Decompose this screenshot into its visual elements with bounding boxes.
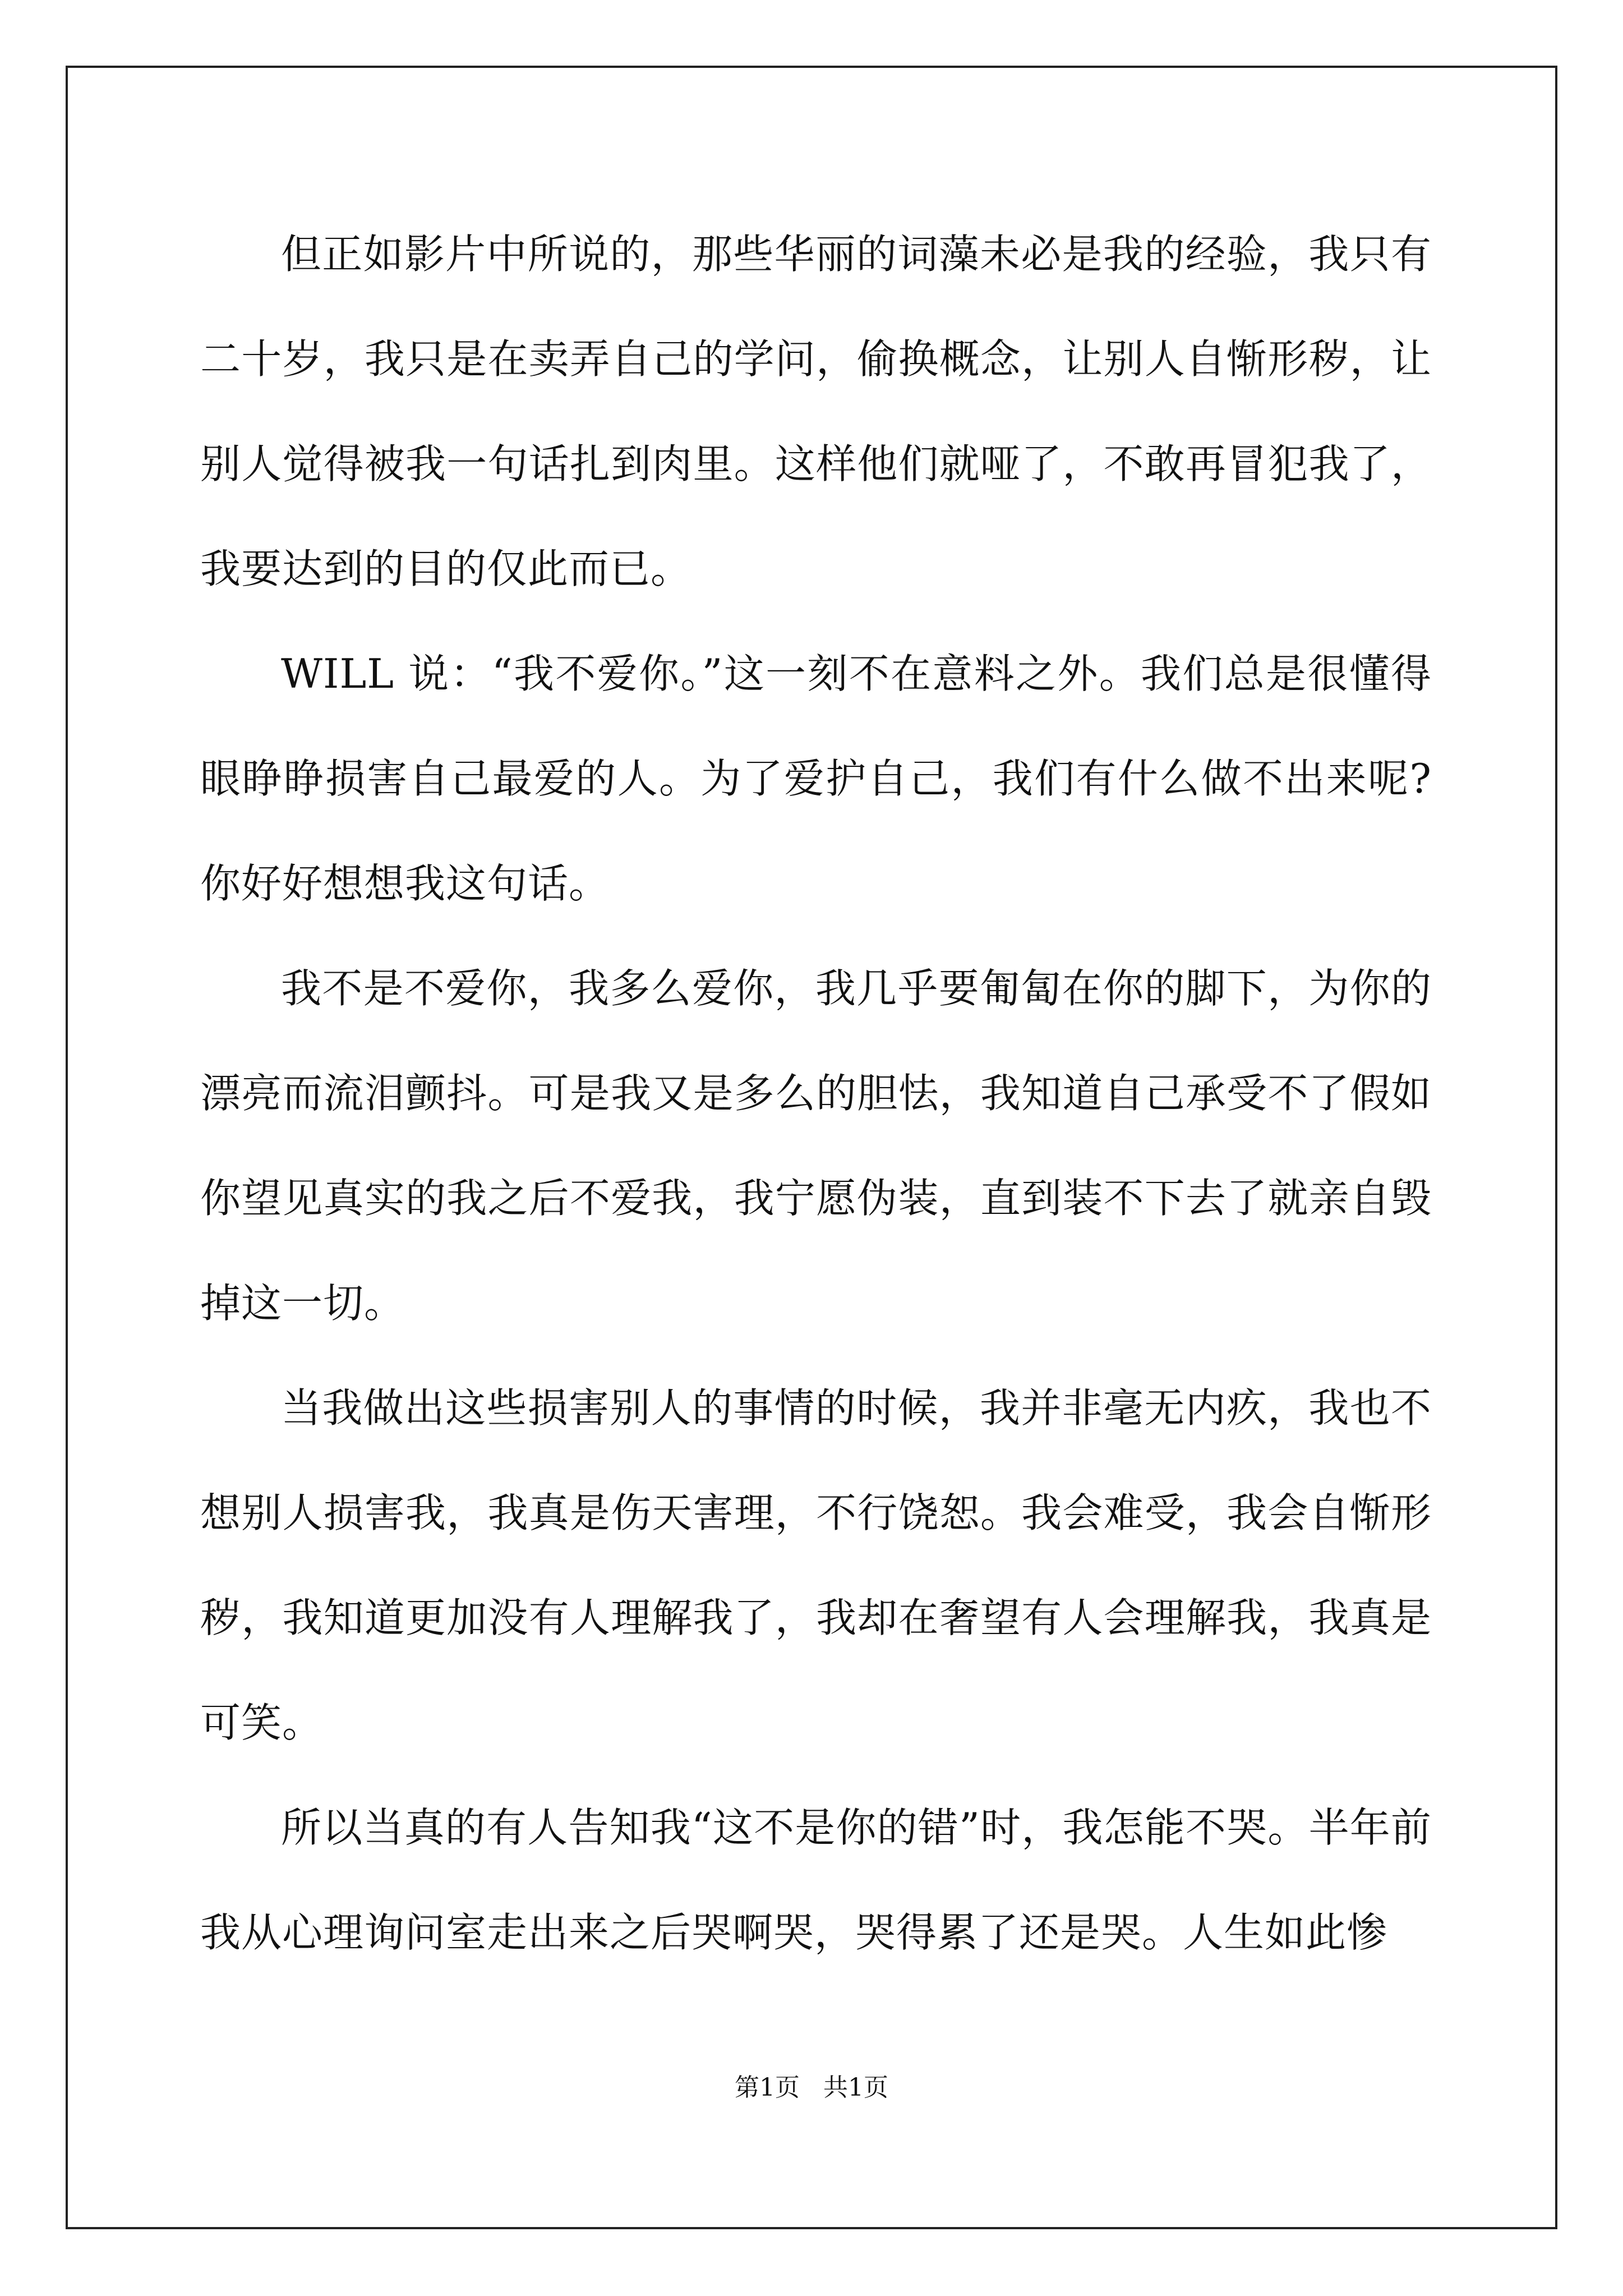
page-footer: 第1页 共1页 — [735, 2073, 888, 2102]
paragraph-1: 但正如影片中所说的，那些华丽的词藻未必是我的经验，我只有二十岁，我只是在卖弄自己的学问，偷换概念，让别人自惭形秽，让别人觉得被我一句话扎到肉里。这样他们就哑了，不敢再冒犯我了，我要达到的目的仅此而已。 — [200, 231, 1432, 592]
document-body — [200, 202, 1432, 1985]
paragraph-3: 我不是不爱你，我多么爱你，我几乎要匍匐在你的脚下，为你的漂亮而流泪颤抖。可是我又是多么的胆怯，我知道自己承受不了假如你望见真实的我之后不爱我，我宁愿伪装，直到装不下去了就亲自毁掉这一切。 — [200, 965, 1432, 1327]
paragraph-5: 所以当真的有人告知我“这不是你的错”时，我怎能不哭。半年前我从心理询问室走出来之后哭啊哭，哭得累了还是哭。人生如此惨 — [200, 1804, 1432, 1956]
paragraph-4: 当我做出这些损害别人的事情的时候，我并非毫无内疚，我也不想别人损害我，我真是伤天害理，不行饶恕。我会难受，我会自惭形秽，我知道更加没有人理解我了，我却在奢望有人会理解我，我真是可笑。 — [200, 1384, 1432, 1746]
paragraph-2: WILL 说：“我不爱你。”这一刻不在意料之外。我们总是很懂得眼睁睁损害自己最爱的人。为了爱护自己，我们有什么做不出来呢?你好好想想我这句话。 — [200, 650, 1432, 907]
